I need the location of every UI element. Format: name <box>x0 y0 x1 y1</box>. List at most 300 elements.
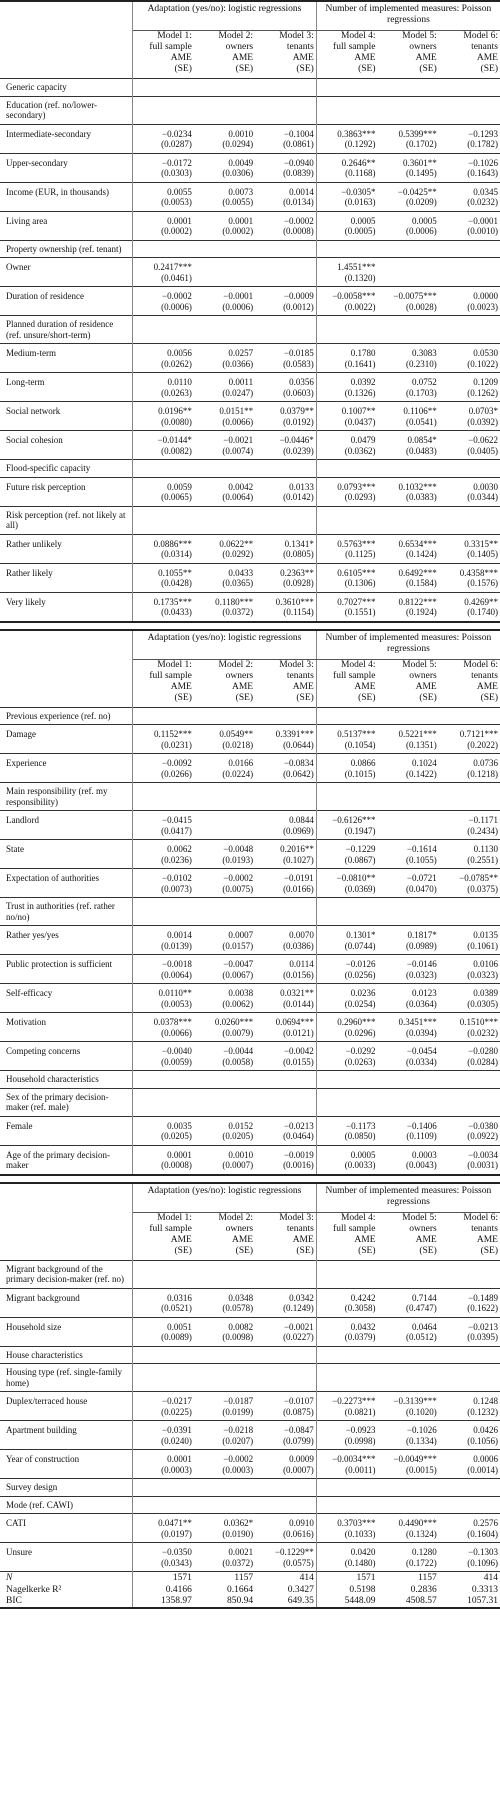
model-header-line: Model 6: <box>463 31 498 41</box>
standard-error: (0.0015) <box>406 1464 437 1475</box>
coefficient-cell <box>255 1514 316 1543</box>
section-label: Planned duration of residence (ref. unsure/short-term) <box>0 316 133 344</box>
coefficient-value: −0.1229** <box>274 1547 314 1557</box>
coefficient-value: 0.0005 <box>412 215 437 226</box>
variable-label: Year of construction <box>0 1450 133 1479</box>
variable-label: Landlord <box>0 811 133 840</box>
section-row <box>0 460 500 478</box>
coefficient-value: 0.1007** <box>341 406 376 416</box>
coefficient-value: 0.3315** <box>464 538 498 549</box>
standard-error: (0.0066) <box>161 1027 192 1038</box>
standard-error: (0.0392) <box>467 416 498 427</box>
coefficient-value: −0.0191 <box>283 873 314 883</box>
coefficient-value: −0.0126 <box>345 959 376 969</box>
coefficient-cell <box>316 258 377 287</box>
variable-label: Owner <box>0 258 133 287</box>
coefficient-cell <box>133 592 194 621</box>
standard-error: (0.0369) <box>344 883 376 894</box>
coefficient-value: 0.0236 <box>350 988 376 998</box>
coefficient-cell <box>194 1317 255 1346</box>
coefficient-value: −0.0144* <box>157 435 192 445</box>
coefficient-cell <box>316 926 377 955</box>
regression-table <box>0 631 500 1174</box>
variable-label: Experience <box>0 754 133 783</box>
coefficient-value: −0.0021 <box>283 1321 314 1332</box>
standard-error: (0.0437) <box>344 416 376 427</box>
coefficient-cell <box>378 1145 439 1174</box>
coefficient-cell <box>133 1317 194 1346</box>
coefficient-cell <box>378 1421 439 1450</box>
coefficient-cell <box>133 926 194 955</box>
variable-label: Unsure <box>0 1543 133 1572</box>
standard-error: (0.0003) <box>222 1464 254 1475</box>
model-header-line: (SE) <box>358 1245 376 1256</box>
coefficient-cell <box>439 725 500 754</box>
coefficient-cell <box>133 124 194 153</box>
coefficient-value: −0.0034 <box>468 1149 498 1160</box>
coefficient-cell <box>133 1288 194 1317</box>
model-header-line: tenants <box>286 42 314 52</box>
coefficient-value: 0.0005 <box>350 1149 376 1160</box>
stats-label: Nagelkerke R² <box>0 1584 133 1596</box>
standard-error: (0.1326) <box>344 387 376 398</box>
coefficient-cell <box>378 1317 439 1346</box>
coefficient-cell <box>194 563 255 592</box>
model-header-line: Model 4: <box>340 659 376 670</box>
coefficient-cell <box>378 955 439 984</box>
model-header-line: Model 1: <box>157 659 192 670</box>
coefficient-cell <box>255 431 316 460</box>
standard-error: (0.1168) <box>345 168 376 178</box>
coefficient-cell <box>255 1013 316 1042</box>
stats-value: 850.94 <box>226 1596 254 1606</box>
coefficient-cell <box>316 1042 377 1071</box>
section-row <box>0 898 500 926</box>
coefficient-cell <box>378 1013 439 1042</box>
coefficient-value: 0.0001 <box>167 215 192 226</box>
coefficient-value: 0.0051 <box>167 1321 192 1332</box>
coefficient-value: 0.0854* <box>407 435 437 445</box>
model-header-line: AME <box>354 53 376 63</box>
variable-label: Income (EUR, in thousands) <box>0 182 133 211</box>
model-header-line: (SE) <box>419 64 437 74</box>
section-row <box>0 1479 500 1497</box>
coefficient-value: 0.0844 <box>289 815 314 825</box>
coefficient-value: 0.3601** <box>403 157 437 168</box>
standard-error: (0.0861) <box>283 139 314 149</box>
standard-error: (0.0240) <box>161 1435 192 1446</box>
model-header-line: full sample <box>149 42 192 52</box>
coefficient-value: 0.4358*** <box>459 567 498 578</box>
model-header-line: (SE) <box>419 692 437 703</box>
coefficient-value: −0.0292 <box>345 1046 376 1056</box>
variable-label: CATI <box>0 1514 133 1543</box>
coefficient-value: −0.0721 <box>406 873 437 883</box>
coefficient-cell <box>378 124 439 153</box>
coefficient-value: −0.0034*** <box>332 1454 376 1464</box>
section-row <box>0 506 500 534</box>
group-header-logistic: Adaptation (yes/no): logistic regressions <box>133 2 317 31</box>
model-header-line: (SE) <box>358 64 376 74</box>
coefficient-value: 0.0378*** <box>153 1017 192 1027</box>
stats-value: 0.2836 <box>410 1584 437 1595</box>
model-header-line: tenants <box>286 1223 314 1234</box>
coefficient-cell <box>378 402 439 431</box>
standard-error: (0.0417) <box>161 825 192 836</box>
model-header <box>194 659 255 707</box>
coefficient-value: −0.1406 <box>406 1120 437 1131</box>
coefficient-value: 0.3451*** <box>398 1017 437 1027</box>
coefficient-value: 0.0479 <box>350 435 376 445</box>
table-row <box>0 402 500 431</box>
standard-error: (0.0323) <box>467 969 498 980</box>
standard-error: (0.0343) <box>161 1557 192 1568</box>
coefficient-value: 0.2960*** <box>337 1017 376 1027</box>
standard-error: (0.0314) <box>161 549 192 559</box>
model-header-line: Model 3: <box>279 659 314 670</box>
standard-error: (0.1061) <box>467 940 498 951</box>
standard-error: (0.0323) <box>406 969 437 980</box>
coefficient-value: 0.5763*** <box>337 538 376 549</box>
table-row <box>0 840 500 869</box>
model-header-line: tenants <box>471 1223 498 1234</box>
table-row <box>0 869 500 898</box>
coefficient-cell <box>133 344 194 373</box>
coefficient-cell <box>316 211 377 240</box>
coefficient-value: −0.0234 <box>162 128 192 139</box>
table-row <box>0 373 500 402</box>
variable-label: Upper-secondary <box>0 153 133 182</box>
standard-error: (0.1551) <box>344 607 376 617</box>
coefficient-value: −0.0187 <box>223 1396 254 1406</box>
table-row <box>0 1042 500 1071</box>
coefficient-cell <box>194 534 255 563</box>
standard-error: (0.0922) <box>467 1131 498 1141</box>
standard-error: (0.1020) <box>406 1406 437 1417</box>
variable-label: Rather likely <box>0 563 133 592</box>
table-row <box>0 344 500 373</box>
standard-error: (0.0236) <box>161 854 192 865</box>
coefficient-value: 0.1735*** <box>153 596 192 607</box>
stats-value: 1157 <box>194 1572 255 1584</box>
model-header <box>316 659 377 707</box>
coefficient-cell <box>255 1421 316 1450</box>
standard-error: (0.0364) <box>406 998 437 1009</box>
coefficient-value: 0.0059 <box>167 481 192 492</box>
model-header-line: AME <box>476 53 498 63</box>
coefficient-value: 0.1180*** <box>215 596 254 607</box>
standard-error: (0.0075) <box>222 883 254 894</box>
coefficient-value: 0.0910 <box>289 1518 314 1528</box>
coefficient-value: 0.0736 <box>473 758 498 768</box>
coefficient-value: 0.0106 <box>473 959 498 969</box>
coefficient-value: −0.0923 <box>345 1425 376 1435</box>
coefficient-cell <box>378 153 439 182</box>
coefficient-value: −0.0350 <box>162 1547 192 1557</box>
standard-error: (0.0428) <box>161 578 192 588</box>
table-row <box>0 592 500 621</box>
coefficient-value: 0.0389 <box>473 988 498 998</box>
coefficient-cell <box>316 431 377 460</box>
table-row <box>0 1145 500 1174</box>
coefficient-cell <box>316 402 377 431</box>
model-header-line: Model 5: <box>402 1212 437 1223</box>
standard-error: (0.1947) <box>344 825 376 836</box>
table-row <box>0 811 500 840</box>
standard-error: (0.0386) <box>283 940 314 951</box>
standard-error: (0.0190) <box>222 1528 254 1539</box>
section-label: Sex of the primary decision-maker (ref. male) <box>0 1088 133 1116</box>
coefficient-value: 0.5399*** <box>398 128 437 139</box>
coefficient-value: 0.0073 <box>228 186 254 197</box>
coefficient-cell <box>194 1421 255 1450</box>
coefficient-value: 0.0379** <box>280 406 314 416</box>
coefficient-cell <box>255 955 316 984</box>
variable-label: Future risk perception <box>0 477 133 506</box>
coefficient-value: 0.0530 <box>473 348 498 358</box>
model-header-line: AME <box>354 681 376 692</box>
coefficient-cell <box>133 211 194 240</box>
standard-error: (0.1033) <box>344 1528 376 1539</box>
coefficient-cell <box>133 811 194 840</box>
coefficient-cell <box>439 402 500 431</box>
coefficient-cell <box>133 869 194 898</box>
coefficient-value: 0.0007 <box>228 930 254 940</box>
standard-error: (0.1480) <box>344 1557 376 1568</box>
model-header-line: (SE) <box>296 1245 314 1256</box>
standard-error: (0.0028) <box>406 301 437 312</box>
coefficient-value: 0.1341* <box>284 538 314 549</box>
standard-error: (0.1722) <box>406 1557 437 1568</box>
coefficient-cell <box>194 840 255 869</box>
standard-error: (0.0461) <box>161 272 192 283</box>
standard-error: (0.0998) <box>344 1435 376 1446</box>
coefficient-value: 0.2646** <box>341 157 376 168</box>
coefficient-value: −0.0213 <box>468 1321 498 1332</box>
standard-error: (0.0232) <box>467 197 498 207</box>
standard-error: (0.0642) <box>283 768 314 779</box>
model-header-line: (SE) <box>174 1245 192 1256</box>
coefficient-value: −0.2273*** <box>332 1396 376 1406</box>
coefficient-value: 0.2363** <box>280 567 314 578</box>
standard-error: (0.0155) <box>283 1056 314 1067</box>
stats-value: 414 <box>255 1572 316 1584</box>
coefficient-cell <box>194 1450 255 1479</box>
coefficient-cell <box>255 373 316 402</box>
coefficient-value: 0.0110** <box>158 988 192 998</box>
variable-label: Duplex/terraced house <box>0 1392 133 1421</box>
coefficient-cell <box>133 373 194 402</box>
table-row <box>0 955 500 984</box>
model-header-line: (SE) <box>174 692 192 703</box>
table-row <box>0 534 500 563</box>
model-header-line: Model 3: <box>279 1212 314 1223</box>
section-label: Mode (ref. CAWI) <box>0 1496 133 1514</box>
coefficient-cell <box>439 1543 500 1572</box>
coefficient-cell <box>378 344 439 373</box>
coefficient-value: 0.1106** <box>403 406 437 416</box>
coefficient-value: −0.0217 <box>162 1396 192 1406</box>
coefficient-cell <box>439 955 500 984</box>
coefficient-value: 0.0006 <box>473 1454 498 1464</box>
model-header-line: Model 2: <box>218 659 254 670</box>
coefficient-value: 0.0196** <box>158 406 192 416</box>
coefficient-value: −0.0040 <box>162 1046 192 1056</box>
model-header-line: AME <box>170 53 192 63</box>
standard-error: (0.1218) <box>467 768 498 779</box>
model-header-line: Model 6: <box>463 1212 498 1223</box>
standard-error: (0.0192) <box>283 416 314 427</box>
coefficient-value: 0.0752 <box>412 377 437 387</box>
coefficient-value: 0.0622** <box>219 538 254 549</box>
standard-error: (0.1702) <box>406 139 437 149</box>
coefficient-cell <box>378 1514 439 1543</box>
standard-error: (0.0433) <box>161 607 192 617</box>
table-block <box>0 1182 500 1609</box>
coefficient-cell <box>194 1288 255 1317</box>
coefficient-value: 0.0000 <box>473 291 498 301</box>
standard-error: (0.1320) <box>344 272 376 283</box>
header-groups-row <box>0 1184 500 1213</box>
model-header-line: (SE) <box>296 692 314 703</box>
coefficient-cell <box>316 1317 377 1346</box>
standard-error: (0.0294) <box>222 139 254 149</box>
standard-error: (0.1643) <box>467 168 498 178</box>
coefficient-value: 1.4551*** <box>337 262 376 272</box>
model-header-line: full sample <box>333 1223 376 1234</box>
coefficient-value: −0.0146 <box>406 959 437 969</box>
standard-error: (0.0239) <box>283 445 314 456</box>
coefficient-value: −0.0042 <box>283 1046 314 1056</box>
coefficient-value: −0.0002 <box>283 215 314 226</box>
standard-error: (0.1125) <box>345 549 376 559</box>
coefficient-value: 0.1024 <box>412 758 437 768</box>
model-header-line: AME <box>170 681 192 692</box>
standard-error: (0.0262) <box>161 358 192 369</box>
standard-error: (0.0010) <box>467 226 498 236</box>
table-row <box>0 211 500 240</box>
table-row <box>0 984 500 1013</box>
standard-error: (0.0541) <box>406 416 437 427</box>
coefficient-cell <box>255 124 316 153</box>
standard-error: (0.1109) <box>406 1131 437 1141</box>
stats-value: 0.1664 <box>226 1584 254 1595</box>
section-row <box>0 240 500 258</box>
stats-value: 0.5198 <box>349 1584 376 1595</box>
header-groups-row <box>0 631 500 660</box>
variable-label: Long-term <box>0 373 133 402</box>
coefficient-value: −0.0001 <box>468 215 498 226</box>
coefficient-cell <box>255 984 316 1013</box>
coefficient-value: 0.0005 <box>350 215 376 226</box>
coefficient-cell <box>316 344 377 373</box>
coefficient-cell <box>194 211 255 240</box>
coefficient-value: 0.5137*** <box>337 729 376 739</box>
coefficient-value: 0.0030 <box>473 481 498 492</box>
coefficient-cell <box>194 258 255 287</box>
standard-error: (0.1054) <box>344 739 376 750</box>
coefficient-cell <box>439 563 500 592</box>
coefficient-cell <box>133 1421 194 1450</box>
coefficient-cell <box>133 534 194 563</box>
coefficient-cell <box>439 1145 500 1174</box>
standard-error: (0.1703) <box>406 387 437 398</box>
coefficient-value: −0.0622 <box>468 435 498 445</box>
model-header <box>255 1212 316 1260</box>
coefficient-value: −0.1489 <box>468 1292 498 1303</box>
coefficient-cell <box>133 955 194 984</box>
variable-label: Migrant background <box>0 1288 133 1317</box>
coefficient-value: −0.0002 <box>223 1454 254 1464</box>
standard-error: (0.0011) <box>345 1464 376 1475</box>
coefficient-cell <box>194 811 255 840</box>
model-header-line: (SE) <box>296 64 314 74</box>
model-header-line: AME <box>476 681 498 692</box>
coefficient-cell <box>316 287 377 316</box>
model-header-line: (SE) <box>235 692 254 703</box>
variable-label: Competing concerns <box>0 1042 133 1071</box>
coefficient-cell <box>133 182 194 211</box>
coefficient-value: −0.0107 <box>283 1396 314 1406</box>
standard-error: (0.0867) <box>344 854 376 865</box>
standard-error: (0.0575) <box>283 1557 314 1568</box>
model-header-line: Model 4: <box>340 1212 376 1223</box>
coefficient-cell <box>194 344 255 373</box>
coefficient-cell <box>439 1450 500 1479</box>
standard-error: (0.0224) <box>222 768 254 779</box>
coefficient-value: 0.0010 <box>228 1149 254 1160</box>
group-header-poisson: Number of implemented measures: Poisson regressions <box>316 1184 500 1213</box>
standard-error: (0.0067) <box>222 969 254 980</box>
coefficient-value: −0.0391 <box>162 1425 192 1435</box>
model-header <box>316 31 377 79</box>
standard-error: (0.1351) <box>406 739 437 750</box>
section-label: Generic capacity <box>0 79 133 97</box>
coefficient-value: 0.0420 <box>350 1547 376 1557</box>
coefficient-cell <box>316 1013 377 1042</box>
stats-row <box>0 1584 500 1596</box>
coefficient-value: −0.0213 <box>283 1120 314 1131</box>
table-row <box>0 1317 500 1346</box>
coefficient-value: 0.1780 <box>350 348 376 358</box>
coefficient-value: 0.0348 <box>228 1292 254 1303</box>
coefficient-cell <box>378 477 439 506</box>
header-groups-row <box>0 2 500 31</box>
coefficient-value: 0.0133 <box>289 481 314 492</box>
coefficient-value: 0.2576 <box>473 1518 498 1528</box>
standard-error: (0.1292) <box>344 139 376 149</box>
header-models-row <box>0 31 500 79</box>
standard-error: (0.1604) <box>467 1528 498 1539</box>
coefficient-value: 0.7027*** <box>337 596 376 607</box>
group-header-logistic: Adaptation (yes/no): logistic regressions <box>133 631 317 660</box>
standard-error: (0.1740) <box>467 607 498 617</box>
coefficient-value: −0.0019 <box>283 1149 314 1160</box>
stats-value: 5448.09 <box>344 1596 376 1606</box>
section-row <box>0 316 500 344</box>
stats-value: 0.3313 <box>471 1584 498 1595</box>
stats-label: BIC <box>0 1595 133 1607</box>
coefficient-cell <box>133 840 194 869</box>
table-row <box>0 1013 500 1042</box>
stats-label: N <box>0 1572 133 1584</box>
variable-label: Medium-term <box>0 344 133 373</box>
model-header-line: (SE) <box>358 692 376 703</box>
coefficient-value: −0.0380 <box>468 1120 498 1131</box>
model-header-line: full sample <box>333 42 376 52</box>
coefficient-cell <box>439 344 500 373</box>
standard-error: (0.0805) <box>283 549 314 559</box>
